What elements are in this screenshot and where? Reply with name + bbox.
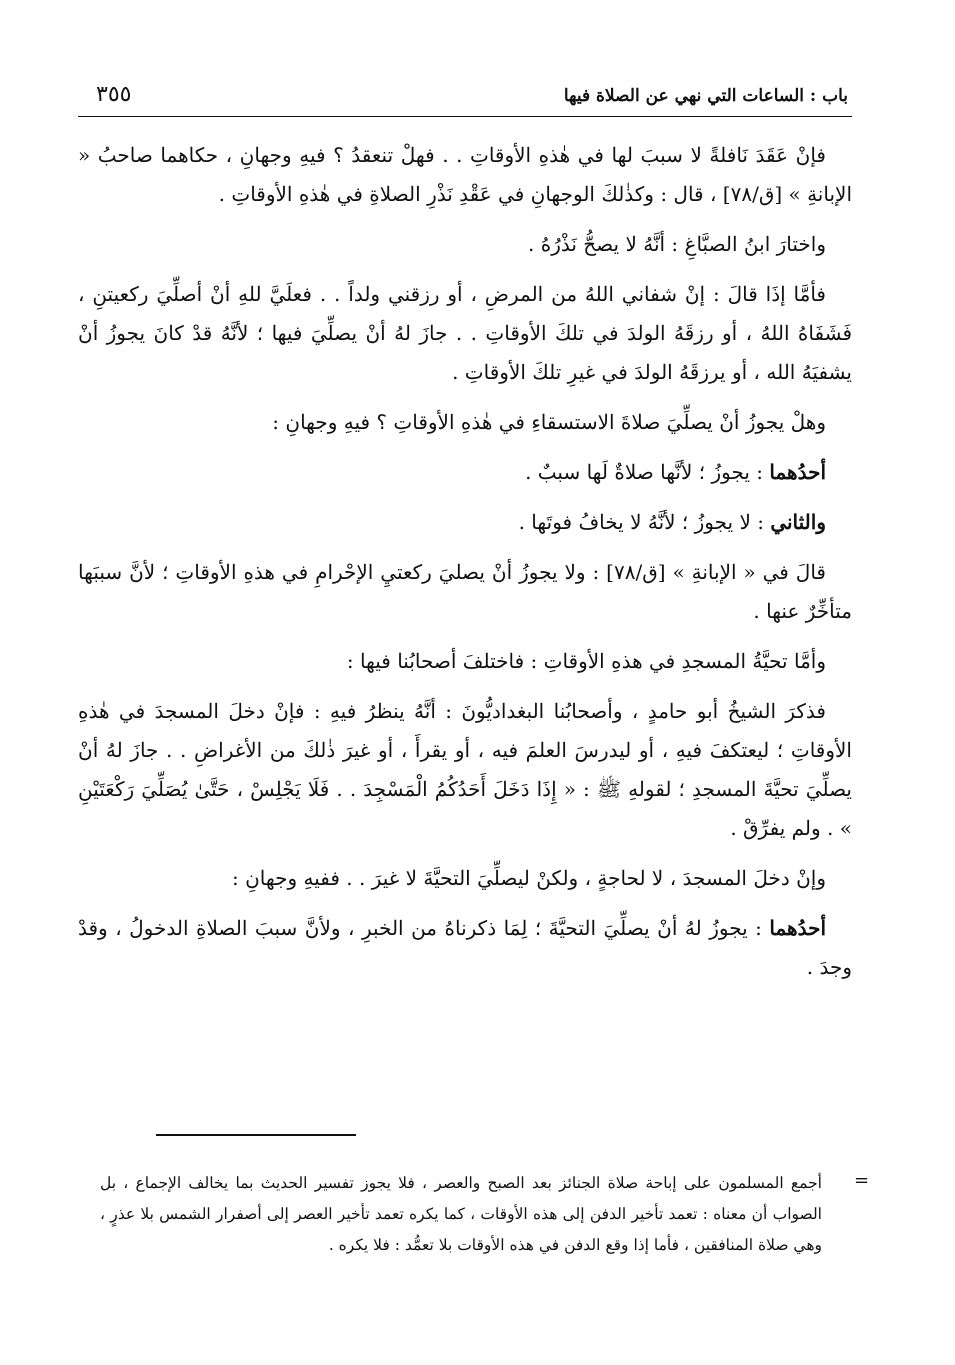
paragraph-lead: أحدُهما: [769, 916, 826, 940]
paragraph-text: : لا يجوزُ ؛ لأنَّهُ لا يخافُ فوتَها .: [518, 510, 771, 534]
footnote-separator: [156, 1134, 356, 1136]
paragraph-text: : يجوزُ لهُ أنْ يصلِّيَ التحيَّةَ ؛ لِمَا ذكرناهُ من الخبرِ ، ولأنَّ سببَ الصلاةِ الدخولُ ، وقدْ وجدَ .: [78, 916, 852, 979]
paragraph-text: فأمَّا إذَا قالَ : إنْ شفاني اللهُ من المرضِ ، أو رزقني ولداً . . فعلَيَّ للهِ أنْ أصلِّيَ ركعيتنِ ، فَشَفَاهُ اللهُ ، أو رزقَهُ الولدَ في تلكَ الأوقاتِ . . جازَ لهُ أنْ يصلِّيَ فيها ؛ لأنَّهُ قدْ كانَ يجوزُ أنْ يشفيَهُ الله ، أو يرزقَهُ الولدَ في غيرِ تلكَ الأوقاتِ .: [78, 282, 853, 384]
paragraph-text: فذكرَ الشيخُ أبو حامدٍ ، وأصحابُنا البغداديُّونَ : أنَّهُ ينظرُ فيهِ : فإنْ دخلَ المسجدَ في هٰذهِ الأوقاتِ ؛ ليعتكفَ فيهِ ، أو ليدرسَ العلمَ فيه ، أو يقرأَ ، أو غيرَ ذٰلكَ من الأغراضِ . . جازَ لهُ أنْ يصلِّيَ تحيَّةَ المسجدِ ؛ لقولهِ ﷺ : « إِذَا دَخَلَ أَحَدُكُمُ الْمَسْجِدَ . . فَلَا يَجْلِسْ ، حَتَّىٰ يُصَلِّيَ رَكْعَتَيْنِ » . ولم يفرِّقْ .: [78, 699, 852, 840]
chapter-title: باب : الساعات التي نهي عن الصلاة فيها: [563, 86, 848, 106]
paragraph: [78, 909, 852, 987]
paragraph-text: : يجوزُ ؛ لأنَّها صلاةٌ لَها سببٌ .: [525, 460, 770, 484]
paragraph: [78, 136, 852, 214]
paragraph-lead: أحدُهما: [769, 460, 826, 484]
paragraph: [78, 692, 852, 848]
paragraph-lead: والثاني: [770, 510, 826, 534]
running-header: [78, 84, 852, 117]
paragraph: [78, 453, 852, 492]
paragraph-text: وهلْ يجوزُ أنْ يصلِّيَ صلاةَ الاستسقاءِ في هٰذهِ الأوقاتِ ؟ فيهِ وجهانِ :: [272, 410, 826, 434]
paragraph-text: وإنْ دخلَ المسجدَ ، لا لحاجةٍ ، ولكنْ ليصلِّيَ التحيَّةَ لا غيرَ . . ففيهِ وجهانِ :: [232, 866, 826, 890]
paragraph: [78, 503, 852, 542]
book-page: [78, 70, 870, 1340]
paragraph-text: واختارَ ابنُ الصبَّاغِ : أنَّهُ لا يصحُّ نَذْرُهُ .: [528, 232, 826, 256]
paragraph: [78, 553, 852, 631]
paragraph-text: قالَ في « الإبانةِ » [ق/٧٨] : ولا يجوزُ أنْ يصليَ ركعتيِ الإحْرامِ في هذهِ الأوقاتِ ؛ لأنَّ سببَها متأخِّرٌ عنها .: [78, 560, 852, 623]
paragraph-text: وأمَّا تحيَّةُ المسجدِ في هذهِ الأوقاتِ : فاختلفَ أصحابُنا فيها :: [346, 649, 826, 673]
paragraph-text: فإنْ عَقَدَ نَافلةً لا سببَ لها في هٰذهِ الأوقاتِ . . فهلْ تنعقدُ ؟ فيهِ وجهانِ ، حكاهما صاحبُ « الإبانةِ » [ق/٧٨] ، قال : وكذٰلكَ الوجهانِ في عَقْدِ نَذْرِ الصلاةِ في هٰذهِ الأوقاتِ .: [78, 143, 852, 206]
footnote: أجمع المسلمون على إباحة صلاة الجنائز بعد الصبح والعصر ، فلا يجوز تفسير الحديث بما يخالف الإجماع ، بل الصواب أن معناه : تعمد تأخير الدفن إلى هذه الأوقات ، كما يكره تعمد تأخير العصر إلى أصفرار الشمس بلا عذرٍ ، وهي صلاة المنافقين ، فأما إذا وقع الدفن في هذه الأوقات بلا تعمُّد : فلا يكره .: [100, 1174, 822, 1254]
footnote-continuation-mark: =: [854, 1170, 870, 1191]
paragraph: [78, 859, 852, 898]
paragraph: [78, 642, 852, 681]
paragraph: [78, 403, 852, 442]
page-number: ٣٥٥: [96, 82, 132, 107]
main-text: [78, 136, 852, 998]
paragraph: [78, 275, 852, 392]
paragraph: [78, 225, 852, 264]
